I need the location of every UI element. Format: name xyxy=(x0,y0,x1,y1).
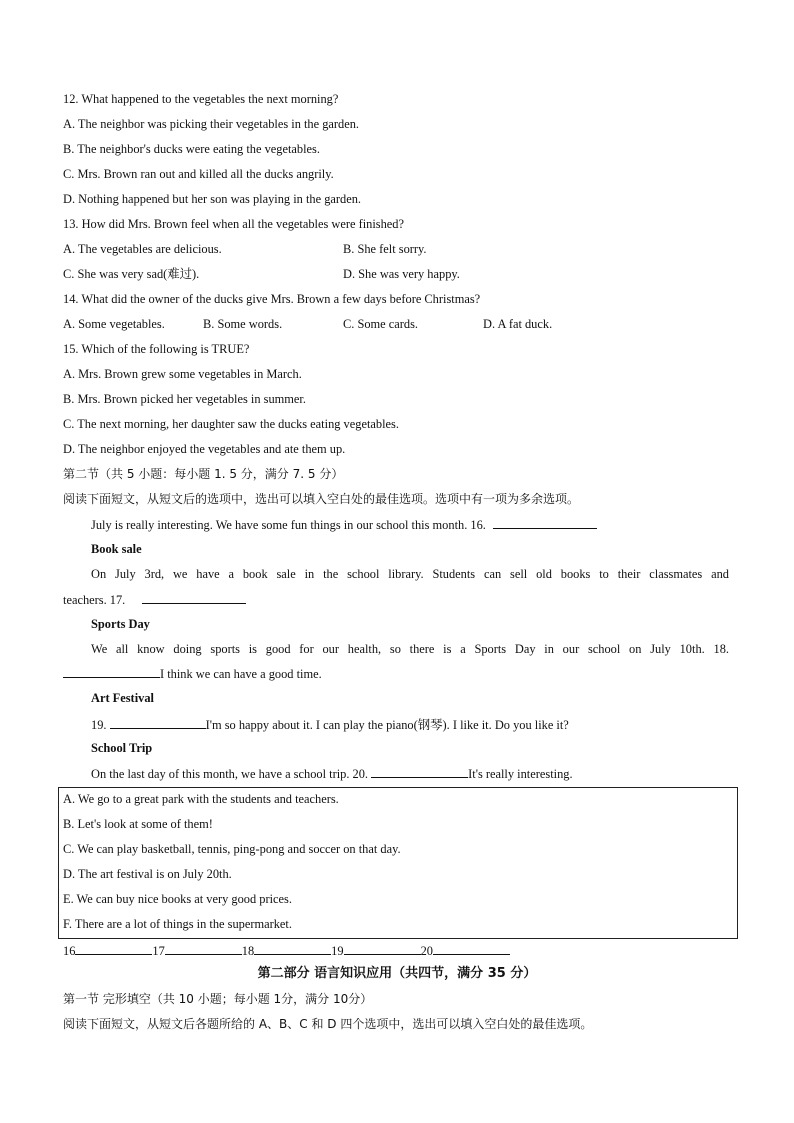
option-f: F. There are a lot of things in the supermarket. xyxy=(63,917,292,931)
q15-option-c: C. The next morning, her daughter saw the ducks eating vegetables. xyxy=(63,417,399,431)
art-festival-line xyxy=(91,716,569,733)
art-festival-text: I'm so happy about it. I can play the piano(钢琴). I like it. Do you like it? xyxy=(205,718,569,732)
q12-stem: 12. What happened to the vegetables the next morning? xyxy=(63,92,339,106)
q15-option-b: B. Mrs. Brown picked her vegetables in summer. xyxy=(63,392,306,406)
q13-option-d: D. She was very happy. xyxy=(343,267,460,281)
part2-subtitle: 第一节 完形填空（共 10 小题；每小题 1分，满分 10分） xyxy=(63,992,373,1006)
q14-option-c: C. Some cards. xyxy=(343,317,419,331)
part2-title: 第二部分 语言知识应用（共四节，满分 35 分） xyxy=(257,966,537,981)
answer-17-label: 17 xyxy=(152,944,165,958)
art-festival-number: 19. xyxy=(91,718,107,732)
q14-stem: 14. What did the owner of the ducks give Mrs. Brown a few days before Christmas? xyxy=(63,292,481,306)
option-e: E. We can buy nice books at very good prices. xyxy=(63,892,292,906)
q15-option-d: D. The neighbor enjoyed the vegetables and ate them up. xyxy=(63,442,346,456)
school-trip-text-end: It's really interesting. xyxy=(468,767,573,781)
book-sale-line-2-text: teachers. 17. xyxy=(63,593,126,607)
blank-20 xyxy=(371,765,468,778)
heading-book-sale: Book sale xyxy=(91,542,142,556)
section2-title: 第二节（共 5 小题：每小题 1. 5 分，满分 7. 5 分） xyxy=(63,467,344,481)
answer-19-label: 19 xyxy=(331,944,344,958)
passage-intro xyxy=(91,516,597,533)
school-trip-text: On the last day of this month, we have a school trip. 20. xyxy=(91,767,369,781)
section2-instruction: 阅读下面短文，从短文后的选项中，选出可以填入空白处的最佳选项。选项中有一项为多余选项。 xyxy=(63,492,580,506)
answer-19-blank xyxy=(344,942,421,955)
sports-day-line-2-text: I think we can have a good time. xyxy=(160,667,322,681)
q13-stem: 13. How did Mrs. Brown feel when all the vegetables were finished? xyxy=(63,217,404,231)
sports-day-line-2 xyxy=(63,665,322,682)
answer-16-label: 16 xyxy=(63,944,76,958)
q12-option-b: B. The neighbor's ducks were eating the vegetables. xyxy=(63,142,320,156)
answer-17-blank xyxy=(165,942,242,955)
q13-option-c: C. She was very sad(难过). xyxy=(63,267,200,281)
option-c: C. We can play basketball, tennis, ping-pong and soccer on that day. xyxy=(63,842,401,856)
option-b: B. Let's look at some of them! xyxy=(63,817,213,831)
option-a: A. We go to a great park with the students and teachers. xyxy=(63,792,339,806)
q14-option-b: B. Some words. xyxy=(203,317,283,331)
book-sale-line-1: On July 3rd, we have a book sale in the school library. Students can sell old books to their classmates and xyxy=(91,567,729,581)
q12-option-c: C. Mrs. Brown ran out and killed all the ducks angrily. xyxy=(63,167,334,181)
heading-art-festival: Art Festival xyxy=(91,691,154,705)
q13-option-a: A. The vegetables are delicious. xyxy=(63,242,222,256)
answer-18-label: 18 xyxy=(241,944,255,958)
q14-option-d: D. A fat duck. xyxy=(483,317,553,331)
q14-option-a: A. Some vegetables. xyxy=(63,317,165,331)
blank-16 xyxy=(493,516,597,529)
q15-stem: 15. Which of the following is TRUE? xyxy=(63,342,250,356)
q12-option-d: D. Nothing happened but her son was playing in the garden. xyxy=(63,192,361,206)
answer-20-blank xyxy=(433,942,510,955)
part2-instruction: 阅读下面短文，从短文后各题所给的 A、B、C 和 D 四个选项中，选出可以填入空白处的最佳选项。 xyxy=(63,1017,593,1031)
q12-option-a: A. The neighbor was picking their vegetables in the garden. xyxy=(63,117,360,131)
heading-sports-day: Sports Day xyxy=(91,617,150,631)
book-sale-line-2 xyxy=(63,591,246,608)
passage-intro-text: July is really interesting. We have some fun things in our school this month. 16. xyxy=(91,518,486,532)
q15-option-a: A. Mrs. Brown grew some vegetables in March. xyxy=(63,367,302,381)
answer-18-blank xyxy=(254,942,331,955)
option-d: D. The art festival is on July 20th. xyxy=(63,867,232,881)
answer-line xyxy=(63,942,510,959)
q13-option-b: B. She felt sorry. xyxy=(343,242,427,256)
blank-17 xyxy=(142,591,246,604)
school-trip-line xyxy=(91,765,573,782)
sports-day-line-1: We all know doing sports is good for our health, so there is a Sports Day in our school on July 10th. 18. xyxy=(91,642,729,656)
heading-school-trip: School Trip xyxy=(91,741,153,755)
answer-20-label: 20 xyxy=(420,944,433,958)
blank-18 xyxy=(63,665,160,678)
answer-16-blank xyxy=(75,942,152,955)
blank-19 xyxy=(110,716,206,729)
